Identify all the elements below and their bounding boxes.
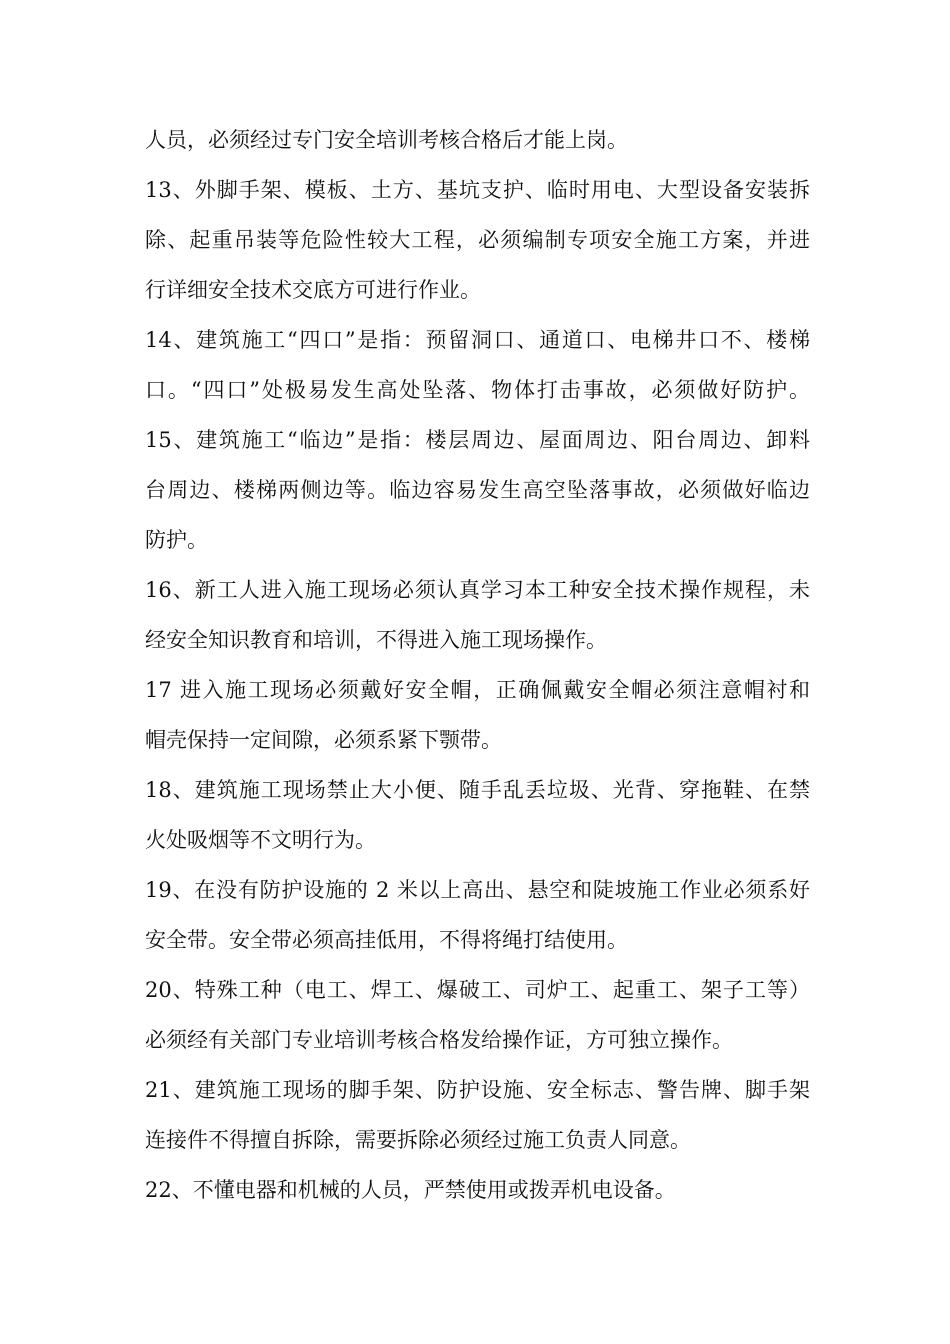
- text-line: 帽壳保持一定间隙，必须系紧下颚带。: [145, 728, 502, 752]
- text-line: 17 进入施工现场必须戴好安全帽，正确佩戴安全帽必须注意帽衬和: [145, 678, 810, 702]
- text-line: 20、特殊工种（电工、焊工、爆破工、司炉工、起重工、架子工等）: [145, 978, 810, 1002]
- text-line: 22、不懂电器和机械的人员，严禁使用或拨弄机电设备。: [145, 1178, 676, 1202]
- text-line: 火处吸烟等不文明行为。: [145, 828, 376, 852]
- text-line: 15、建筑施工“临边”是指：楼层周边、屋面周边、阳台周边、卸料: [145, 428, 810, 452]
- text-line: 19、在没有防护设施的 2 米以上高出、悬空和陡坡施工作业必须系好: [145, 878, 810, 902]
- text-line: 安全带。安全带必须高挂低用，不得将绳打结使用。: [145, 928, 628, 952]
- text-line: 口。“四口”处极易发生高处坠落、物体打击事故，必须做好防护。: [145, 378, 810, 402]
- text-line: 人员，必须经过专门安全培训考核合格后才能上岗。: [145, 128, 628, 152]
- document-body: [145, 115, 810, 1215]
- text-line: 18、建筑施工现场禁止大小便、随手乱丢垃圾、光背、穿拖鞋、在禁: [145, 778, 810, 802]
- text-line: 经安全知识教育和培训，不得进入施工现场操作。: [145, 628, 607, 652]
- text-line: 13、外脚手架、模板、土方、基坑支护、临时用电、大型设备安装拆: [145, 178, 810, 202]
- text-line: 连接件不得擅自拆除，需要拆除必须经过施工负责人同意。: [145, 1128, 691, 1152]
- text-line: 必须经有关部门专业培训考核合格发给操作证，方可独立操作。: [145, 1028, 733, 1052]
- text-line: 14、建筑施工“四口”是指：预留洞口、通道口、电梯井口不、楼梯: [145, 328, 810, 352]
- text-line: 16、新工人进入施工现场必须认真学习本工种安全技术操作规程，未: [145, 578, 810, 602]
- text-line: 台周边、楼梯两侧边等。临边容易发生高空坠落事故，必须做好临边: [145, 478, 810, 502]
- text-line: 防护。: [145, 528, 208, 552]
- text-line: 除、起重吊装等危险性较大工程，必须编制专项安全施工方案，并进: [145, 228, 810, 252]
- text-line: 行详细安全技术交底方可进行作业。: [145, 278, 481, 302]
- text-line: 21、建筑施工现场的脚手架、防护设施、安全标志、警告牌、脚手架: [145, 1078, 810, 1102]
